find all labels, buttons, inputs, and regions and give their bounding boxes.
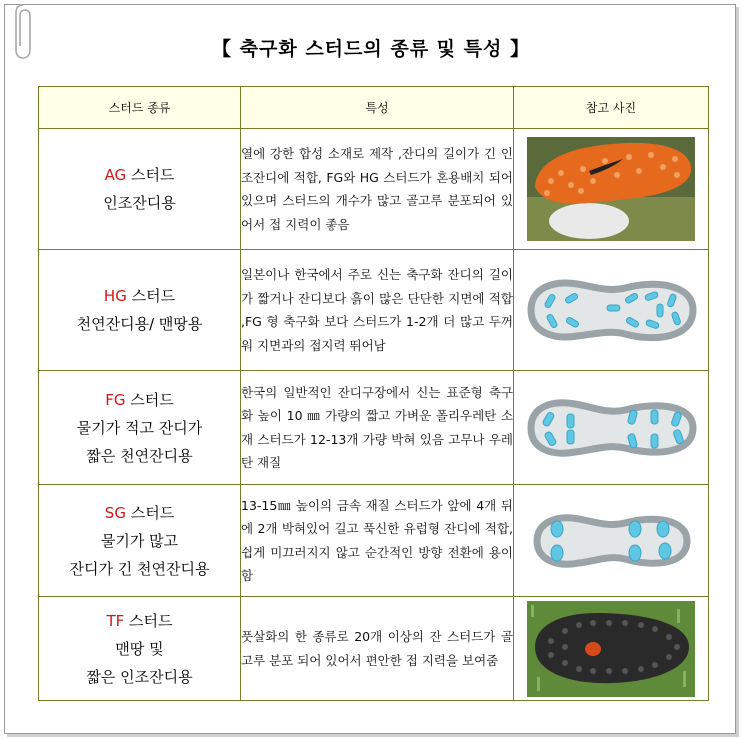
reference-photo-cell bbox=[514, 485, 709, 597]
stud-label: 스터드 bbox=[126, 287, 176, 305]
stud-type-name bbox=[39, 282, 240, 310]
stud-label: 스터드 bbox=[124, 611, 173, 630]
reference-photo-cell bbox=[514, 597, 709, 701]
header-reference-photo: 참고 사진 bbox=[514, 87, 709, 129]
stud-use: 짧은 인조잔디용 bbox=[86, 667, 193, 686]
table-row-ag bbox=[39, 129, 709, 250]
stud-code: TF bbox=[106, 611, 125, 630]
reference-photo-cell bbox=[514, 371, 709, 485]
header-characteristics: 특성 bbox=[241, 87, 514, 129]
stud-type-name bbox=[39, 499, 240, 527]
stud-type-cell bbox=[39, 371, 241, 485]
stud-type-name bbox=[39, 386, 240, 414]
stud-description: 열에 강한 합성 소재로 제작 ,잔디의 길이가 긴 인조잔디에 적합, FG와 HG 스터드가 혼용배치 되어 있으며 스터드의 개수가 많고 골고루 분포되어 있어서 접 지력이 좋음 bbox=[241, 129, 514, 250]
stud-label: 스터드 bbox=[126, 166, 175, 184]
stud-use: 인조잔디용 bbox=[103, 194, 176, 212]
fg-sole-diagram-icon bbox=[525, 382, 697, 474]
reference-photo-cell bbox=[514, 129, 709, 250]
table-row-hg bbox=[39, 250, 709, 371]
stud-code: AG bbox=[104, 166, 127, 184]
stud-label: 스터드 bbox=[125, 503, 175, 522]
page-title: 【 축구화 스터드의 종류 및 특성 】 bbox=[212, 38, 530, 60]
tf-boot-sole-photo-icon bbox=[527, 601, 695, 697]
reference-photo-cell bbox=[514, 250, 709, 371]
stud-types-table bbox=[38, 86, 709, 701]
stud-use: 잔디가 긴 천연잔디용 bbox=[69, 559, 210, 578]
stud-code: SG bbox=[104, 503, 126, 522]
stud-type-name bbox=[39, 161, 240, 189]
stud-type-cell bbox=[39, 597, 241, 701]
header-stud-type: 스터드 종류 bbox=[39, 87, 241, 129]
stud-use: 물기가 많고 bbox=[100, 531, 179, 550]
stud-label: 스터드 bbox=[125, 390, 174, 409]
stud-description: 일본이나 한국에서 주로 신는 축구화 잔디의 길이가 짧거나 잔디보다 흙이 많은 단단한 지면에 적합 ,FG 형 축구화 보다 스터드가 1-2개 더 많고 두꺼워 지면과의 접지력 뛰어남 bbox=[241, 250, 514, 371]
stud-type-cell bbox=[39, 129, 241, 250]
stud-use: 천연잔디용/ 맨땅용 bbox=[76, 315, 203, 333]
stud-type-cell bbox=[39, 250, 241, 371]
stud-code: FG bbox=[105, 390, 126, 409]
hg-sole-diagram-icon bbox=[525, 262, 697, 358]
stud-type-name bbox=[39, 607, 240, 635]
stud-description: 풋살화의 한 종류로 20개 이상의 잔 스터드가 골고루 분포 되어 있어서 편안한 접 지력을 보여줌 bbox=[241, 597, 514, 701]
table-row-fg bbox=[39, 371, 709, 485]
sg-sole-diagram-icon bbox=[531, 499, 691, 583]
stud-use: 짧은 천연잔디용 bbox=[86, 446, 193, 465]
ag-boot-sole-photo-icon bbox=[527, 137, 695, 241]
stud-use: 물기가 적고 잔디가 bbox=[76, 418, 203, 437]
stud-description: 한국의 일반적인 잔디구장에서 신는 표준형 축구화 높이 10 ㎜ 가량의 짧고 가벼운 폴리우레탄 소재 스터드가 12-13개 가량 박혀 있음 고무나 우레탄 재질 bbox=[241, 371, 514, 485]
stud-type-cell bbox=[39, 485, 241, 597]
stud-description: 13-15㎜ 높이의 금속 재질 스터드가 앞에 4개 뒤에 2개 박혀있어 길고 푹신한 유럽형 잔디에 적합, 쉽게 미끄러지지 않고 순간적인 방향 전환에 용이함 bbox=[241, 485, 514, 597]
stud-code: HG bbox=[103, 287, 127, 305]
stud-use: 맨땅 및 bbox=[115, 639, 164, 658]
table-row-tf bbox=[39, 597, 709, 701]
table-row-sg bbox=[39, 485, 709, 597]
table-header-row bbox=[39, 87, 709, 129]
